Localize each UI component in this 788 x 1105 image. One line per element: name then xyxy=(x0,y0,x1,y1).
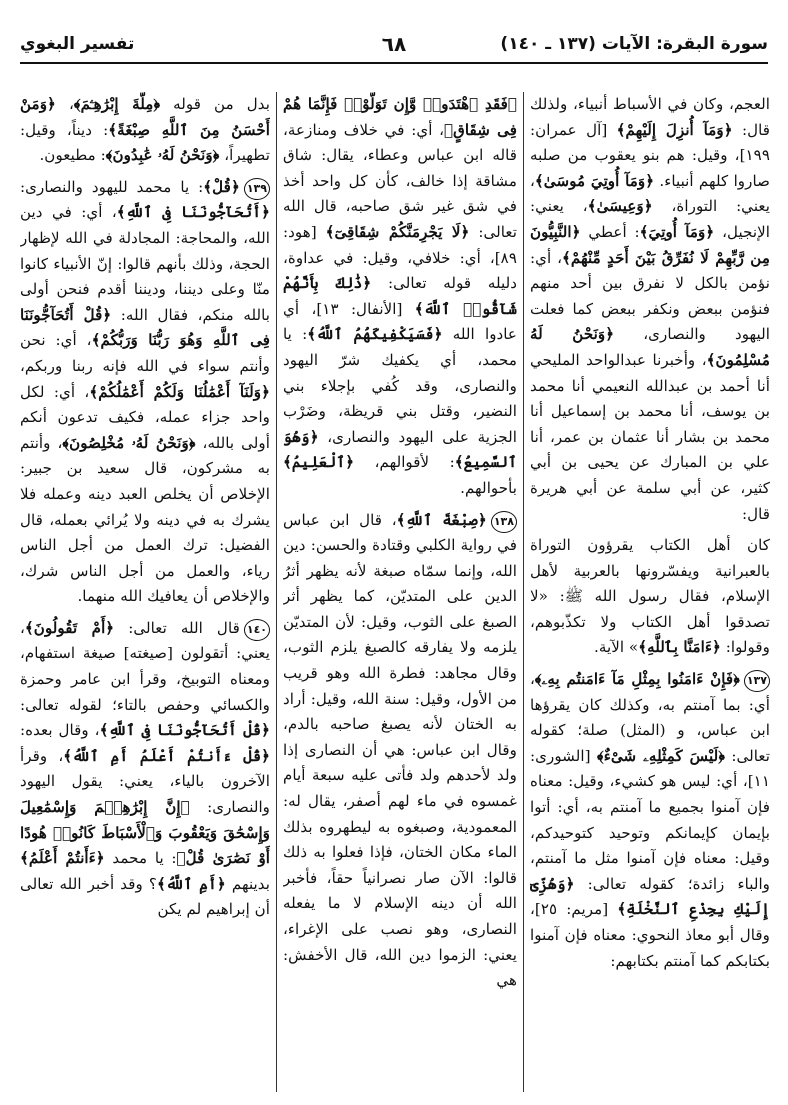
quran-quote: ﴿صِبْغَةَ ٱللَّهِ﴾ xyxy=(396,510,487,529)
commentary-text: ، يعني: أتقولون [صيغته] صيغة استفهام، ومعناه التوبيخ، وقرأ ابن عامر وحمزة والكسائي وحفص بالتاء؛ لقوله تعالى: xyxy=(20,618,270,714)
quran-quote: ﴿أَمِ ٱللَّهُ﴾ xyxy=(156,874,226,893)
right-column xyxy=(530,92,770,1092)
column-divider xyxy=(523,92,524,1092)
commentary-text: ، xyxy=(55,95,74,113)
quran-quote: ﴿مِلَّةَ إِبْرَٰهِـۧمَ﴾ xyxy=(73,95,161,113)
quran-quote: ﴿قُلْ أَتُحَآجُّونَنَا فِى ٱللَّهِ وَهُوَ رَبُّنَا وَرَبُّكُمْ﴾ xyxy=(20,305,270,350)
commentary-text: ، أي: في دين الله، والمحاجة: المجادلة في الله لإظهار الحجة، وذلك بأنهم قالوا: إنّ الأنبياء كانوا منّا وعلى ديننا، وديننا أقدم فنحن أولى بالله منكم، فقال الله: xyxy=(20,203,270,324)
commentary-text: بدل من قوله xyxy=(160,95,270,113)
quran-quote: ﴿قُلْ أَتُحَآجُّونَنَا فِى ٱللَّهِ﴾ xyxy=(99,721,270,740)
book-title: تفسير البغوي xyxy=(20,34,135,54)
commentary-text: ؟ وقد أخبر الله تعالى أن إبراهيم لم يكن xyxy=(20,874,270,919)
commentary-text: : ديناً، وقيل: تطهيراً، xyxy=(20,120,270,165)
commentary-text: ، يعني: التوراة، xyxy=(530,171,770,216)
quran-quote: ﴿لَيْسَ كَمِثْلِهِۦ شَىْءٌ﴾ xyxy=(596,746,725,765)
quran-quote: ﴿وَنَحْنُ لَهُۥ عَٰبِدُونَ﴾ xyxy=(105,146,220,165)
quran-quote: ﴿وَهُوَ ٱلسَّمِيعُ﴾ xyxy=(283,427,517,472)
commentary-text: بدينهم xyxy=(225,874,270,893)
commentary-text: ، وأخبرنا عبدالواحد المليحي أنا أحمد بن عبدالله النعيمي أنا محمد بن يوسف، أنا محمد بن إسماعيل أنا محمد بن بشار أنا عثمان بن عمر، أنا علي بن المبارك عن يحيى بن أبي كثير، عن أبي سلمة عن أبي هريرة قال: xyxy=(530,350,770,523)
commentary-text: : أعطي xyxy=(580,222,640,241)
paragraph xyxy=(20,616,270,923)
quran-quote: ﴿وَمَنْ أَحْسَنُ مِنَ ٱللَّهِ صِبْغَةً﴾ xyxy=(20,95,270,139)
quran-quote: ﴿وَنَحْنُ لَهُ مُسْلِمُونَ﴾ xyxy=(530,325,770,369)
verse-number-badge: ١٤٠ xyxy=(244,619,270,641)
paragraph xyxy=(530,667,770,974)
commentary-text: ، يعني: الإنجيل، xyxy=(530,197,770,241)
commentary-text: : يا محمد لليهود والنصارى: xyxy=(20,177,204,196)
commentary-text: [هود: ٨٩]، أي: خلافي، وقيل: في عداوة، دليله قوله تعالى: xyxy=(283,222,517,293)
page-header xyxy=(20,32,768,64)
quran-quote: ﴿ءَأَنتُمْ أَعْلَمُ﴾ xyxy=(20,849,105,868)
column-divider xyxy=(276,92,277,1092)
commentary-text: ، وقرأ الآخرون بالياء، يعني: يقول اليهود والنصارى: xyxy=(20,746,270,817)
paragraph xyxy=(530,533,770,661)
commentary-text: ، أي: نحن وأنتم سواء في الله فإنه ربنا وربكم، xyxy=(20,331,270,375)
quran-quote: ﴿ذَٰلِكَ بِأَنَّهُمْ شَآقُّوا۟ ٱللَّهَ﴾ xyxy=(283,274,517,318)
paragraph xyxy=(20,175,270,610)
paragraph xyxy=(283,92,517,502)
commentary-text: بأحوالهم. xyxy=(460,478,517,497)
quran-quote: ﴿وَعِيسَىٰ﴾ xyxy=(587,197,653,216)
commentary-text: ، وأنتم به مشركون، قال سعيد بن جبير: الإخلاص أن يخلص العبد دينه وعمله فلا يشرك به في دينه ولا يُرائي بعمله، قال الفضيل: ترك العمل من أجل الناس رياء، والعمل من أجل الناس شرك، والإخلاص أن يعافيك الله منهما. xyxy=(20,433,270,606)
commentary-text: ، وقال بعده: xyxy=(20,721,100,740)
commentary-text: ، أي: لكل واحد جزاء عمله، فكيف تدعون أنكم أولى بالله، xyxy=(20,382,270,452)
verse-number-badge: ١٣٨ xyxy=(491,511,517,533)
commentary-text: ، أي: بما آمنتم به، وكذلك كان يقرؤها ابن عباس، و (المثل) صلة؛ كقوله تعالى: xyxy=(530,670,770,765)
quran-quote: ﴿ٱلْعَلِيمُ﴾ xyxy=(283,453,355,472)
commentary-text: ، قال ابن عباس في رواية الكلبي وقتادة والحسن: دين الله، وإنما سمّاه صبغة لأنه يظهر أثرُ الدين على المتديّن، كما يظهر أثر الصبغ على الثوب، وقيل: لأن المتديّن يلزمه ولا يفارقه كالصبغ يلزم الثوب، وقال مجاهد: فطرة الله وهو قريب من الأول، وقيل: سنة الله، وقيل: أراد به الختان لأنه يصبغ صاحبه بالدم، وقال ابن عباس: هي أن النصارى إذا ولد لأحدهم ولد فأتى عليه سبعة أيام غمسوه في ماء لهم أصفر، يقال له: المعمودية، وصبغوه به ليطهروه بذلك الماء مكان الختان، فإذا فعلوا به ذلك قالوا: الآن صار نصرانياً حقاً، فأخبر الله أن دينه الإسلام لا ما يفعله النصارى، وهو نصب على الإغراء، يعني: الزموا دين الله، قال الأخفش: هي xyxy=(283,510,517,990)
commentary-text: » الآية. xyxy=(594,638,639,657)
quran-quote: ﴿قُلْ﴾ xyxy=(203,177,240,196)
commentary-text: العجم، وكان في الأسباط أنبياء، ولذلك قال: xyxy=(530,95,770,139)
commentary-text: : يا محمد xyxy=(104,849,177,868)
quran-quote: ﴿فَإِنْ ءَامَنُوا بِمِثْلِ مَآ ءَامَنتُم بِهِۦ﴾ xyxy=(534,670,740,689)
quran-quote: ﴿وَلَنَآ أَعْمَٰلُنَا وَلَكُمْ أَعْمَٰلُكُمْ﴾ xyxy=(89,382,270,401)
quran-quote: ﴿النَّبِيُّونَ مِن رَّبِّهِمْ لَا نُفَرِّقُ بَيْنَ أَحَدٍ مِّنْهُمْ﴾ xyxy=(530,222,770,267)
quran-quote: ﴿أَمْ تَقُولُونَ﴾ xyxy=(24,618,115,637)
paragraph xyxy=(530,92,770,527)
quran-quote: ﴿إِنَّ إِبْرَٰهِـۧمَ وَإِسْمَٰعِيلَ وَإِسْحَٰقَ وَيَعْقُوبَ وَٱلْأَسْبَاطَ كَانُوا۟ هُودًا أَوْ نَصَٰرَىٰ قُلْ﴾ xyxy=(20,798,270,868)
commentary-text: [آل عمران: ١٩٩]، وقيل: هم بنو يعقوب من صلبه صاروا كلهم أنبياء. xyxy=(530,120,770,190)
surah-verses-title: سورة البقرة: الآيات (١٣٧ ـ ١٤٠) xyxy=(500,34,768,54)
page-number: ٦٨ xyxy=(381,32,407,56)
paragraph xyxy=(20,92,270,169)
paragraph xyxy=(283,508,517,994)
commentary-text: قال الله تعالى: xyxy=(114,618,240,637)
commentary-text: [مريم: ٢٥]، وقال أبو معاذ النحوي: معناه فإن آمنوا بكتابكم كما آمنتم بكتابهم: xyxy=(530,900,770,970)
quran-quote: ﴿لَا يَجْرِمَنَّكُمْ شِقَاقِىٓ﴾ xyxy=(325,222,470,241)
commentary-text: [الأنفال: ١٣]، أي عادوا الله xyxy=(283,299,517,344)
quran-quote: ﴿ءَامَنَّا بِٱللَّهِ﴾ xyxy=(638,638,721,657)
commentary-text: : يا محمد، أي يكفيك شرّ اليهود والنصارى، وقد كُفي بإجلاء بني النضير، وقتل بني قريظة، وضَرْب الجزية على اليهود والنصارى، xyxy=(283,325,517,446)
commentary-text: ، أي: نؤمن بالكل لا نفرق بين أحد منهم فنؤمن ببعض ونكفر ببعض كما فعلت اليهود والنصارى، xyxy=(530,248,770,344)
middle-column xyxy=(283,92,517,1092)
verse-number-badge: ١٣٧ xyxy=(744,670,770,692)
commentary-text: كان أهل الكتاب يقرؤون التوراة بالعبرانية ويفسّرونها بالعربية لأهل الإسلام، فقال رسول الله ﷺ: «لا تصدقوا أهل الكتاب ولا تكذّبوهم، وقولوا: xyxy=(530,536,770,657)
quran-quote: ﴿وَهُزِّىٓ إِلَيْكِ بِجِذْعِ ٱلنَّخْلَةِ﴾ xyxy=(530,874,770,919)
quran-quote: ﴿وَنَحْنُ لَهُۥ مُخْلِصُونَ﴾ xyxy=(62,433,196,452)
verse-number-badge: ١٣٩ xyxy=(244,178,270,200)
quran-quote: ﴿فَقَدِ ٱهْتَدَوا۟ وَّإِن تَوَلَّوْا۟ فَإِنَّمَا هُمْ فِى شِقَاقٍ﴾ xyxy=(283,95,517,139)
quran-quote: ﴿فَسَيَكْفِيكَهُمُ ٱللَّهُ﴾ xyxy=(307,325,443,344)
left-column xyxy=(20,92,270,1092)
quran-quote: ﴿وَمَآ أُوتِيَ﴾ xyxy=(639,222,715,241)
quran-quote: ﴿أَتُحَآجُّونَنَا فِى ٱللَّهِ﴾ xyxy=(116,203,270,222)
commentary-text: [الشورى: ١١]، أي: ليس هو كشيء، وقيل: معناه فإن آمنوا بجميع ما آمنتم به، أي: أتوا بإيمان كإيمانكم وتوحيد كتوحيدكم، وقيل: معناه فإن آمنوا مثل ما آمنتم، والباء زائدة؛ كقوله تعالى: xyxy=(530,746,770,893)
quran-quote: ﴿وَمَآ أُنزِلَ إِلَيْهِمْ﴾ xyxy=(616,120,733,139)
quran-quote: ﴿وَمَآ أُوتِيَ مُوسَىٰ﴾ xyxy=(534,171,655,190)
quran-quote: ﴿قُلْ ءَأَنتُمْ أَعْلَمُ أَمِ ٱللَّهُ﴾ xyxy=(63,746,270,765)
commentary-text: : لأقوالهم، xyxy=(354,453,455,472)
commentary-text: : مطيعون. xyxy=(39,146,106,165)
commentary-text: ، أي: في خلاف ومنازعة، قاله ابن عباس وعطاء، يقال: شاق مشاقة إذا خالف، كأن كل واحد أخذ في شق غير شق صاحبه، قال الله تعالى: xyxy=(283,120,517,241)
